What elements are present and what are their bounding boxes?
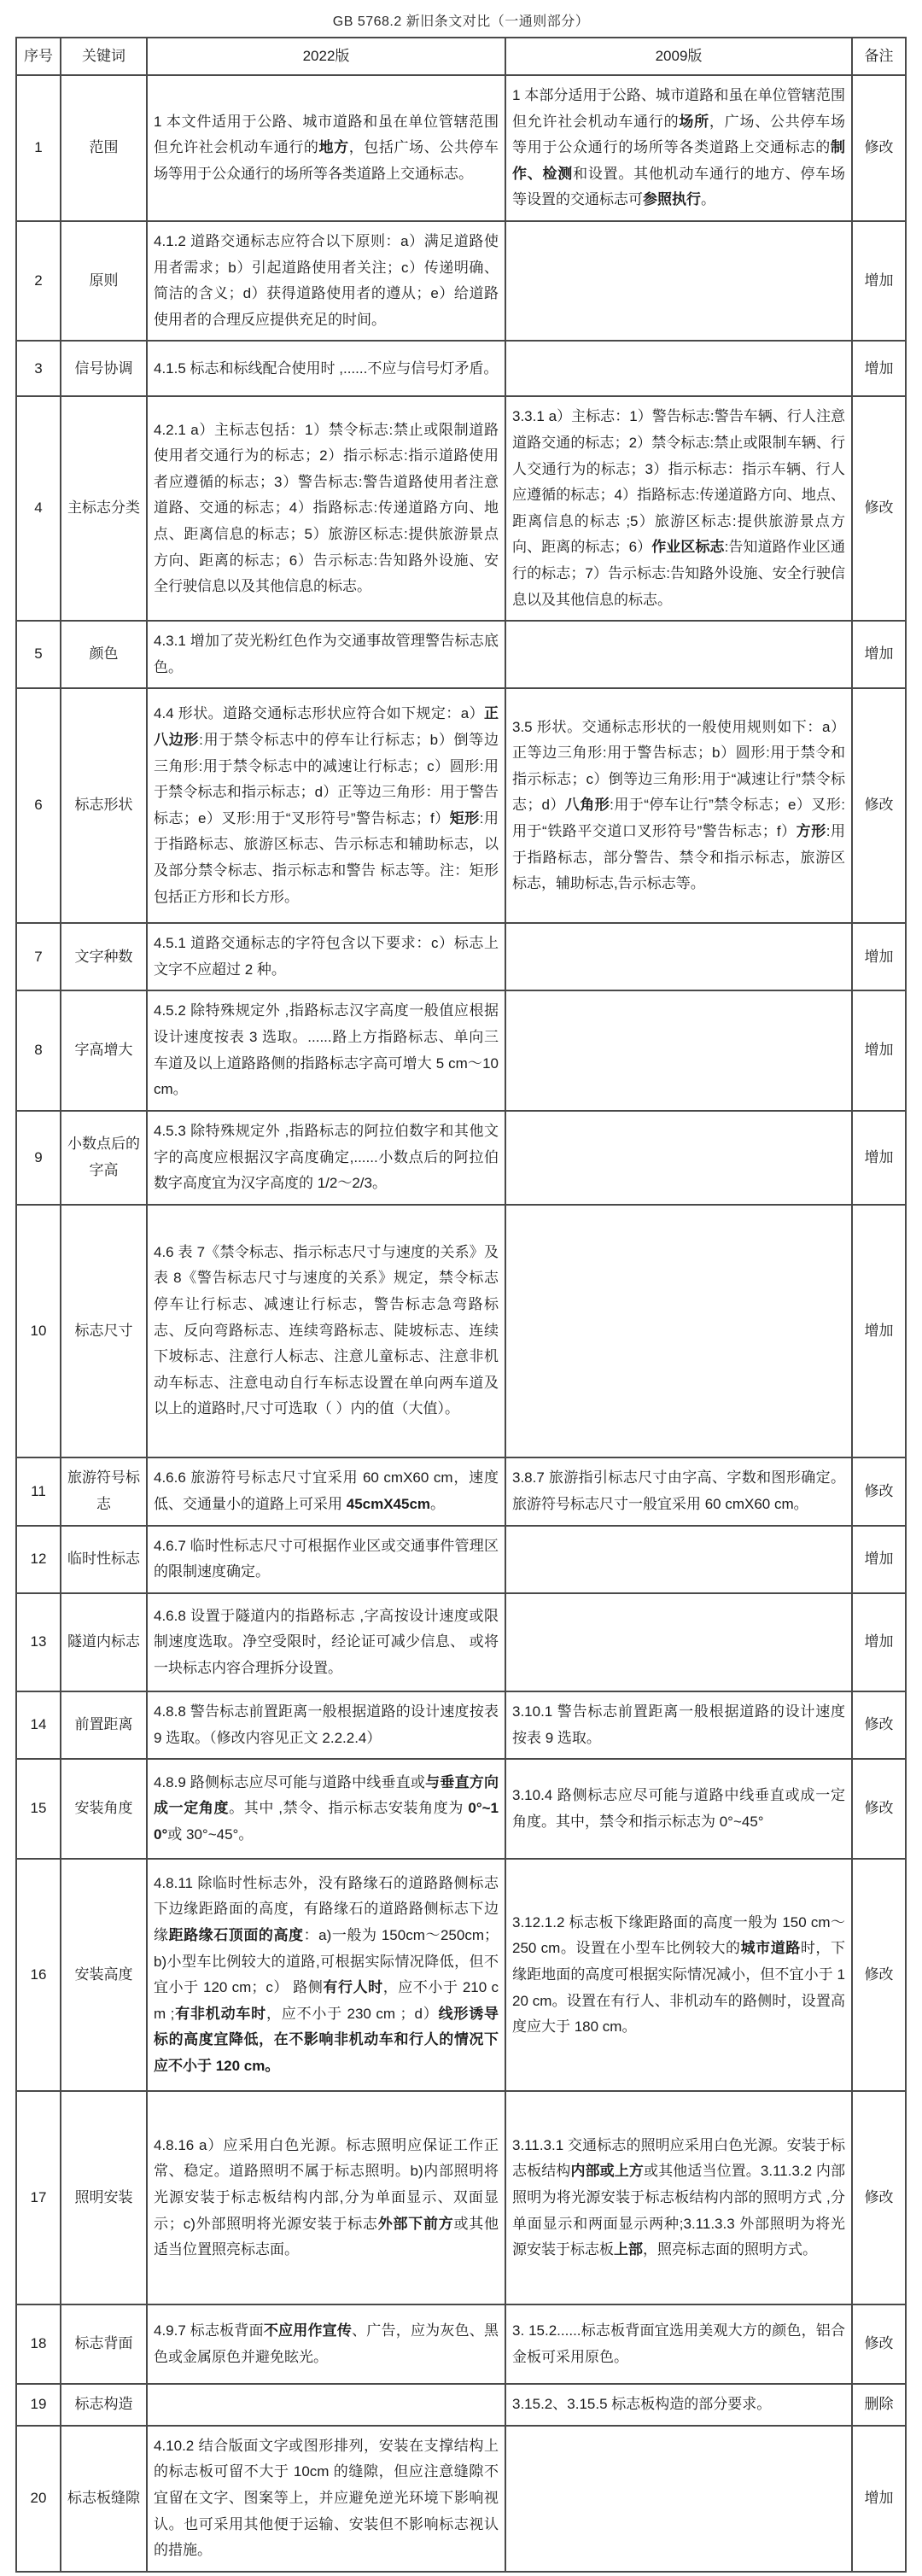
remark-cell: 修改 bbox=[852, 75, 906, 221]
table-row bbox=[16, 1205, 906, 1457]
clause-text: 4.4 形状。道路交通标志形状应符合如下规定：a） bbox=[154, 705, 484, 722]
clause-text: ，包括广场、公共停车场等用于公众通行的场所等各类道路上交通标志。 bbox=[154, 139, 499, 182]
clause-2009-cell bbox=[505, 1457, 852, 1526]
emphasized-text: 有行人时 bbox=[323, 1979, 383, 1996]
clause-2022-cell bbox=[147, 1691, 505, 1759]
clause-2022-cell bbox=[147, 2091, 505, 2304]
row-number-cell: 1 bbox=[16, 75, 61, 221]
clause-2022-cell bbox=[147, 2304, 505, 2384]
column-header-2022: 2022版 bbox=[147, 38, 505, 75]
clause-text: ，照亮标志面的照明方式。 bbox=[643, 2241, 817, 2258]
clause-2009-cell bbox=[505, 688, 852, 923]
clause-text: 。 bbox=[701, 191, 715, 208]
remark-cell: 修改 bbox=[852, 2304, 906, 2384]
table-row bbox=[16, 221, 906, 341]
clause-text: 。其中 ,禁令、指示标志安装角度为 bbox=[229, 1800, 469, 1817]
clause-2009-cell bbox=[505, 2304, 852, 2384]
clause-2009-cell bbox=[505, 221, 852, 341]
remark-cell: 修改 bbox=[852, 1457, 906, 1526]
table-row bbox=[16, 1111, 906, 1205]
remark-cell: 增加 bbox=[852, 923, 906, 990]
row-number-cell: 12 bbox=[16, 1526, 61, 1593]
clause-2009-cell bbox=[505, 1205, 852, 1457]
clause-text: 。 bbox=[430, 1495, 446, 1512]
remark-cell: 删除 bbox=[852, 2384, 906, 2426]
table-row bbox=[16, 621, 906, 688]
keyword-cell: 标志形状 bbox=[61, 688, 147, 923]
column-header-2009: 2009版 bbox=[505, 38, 852, 75]
clause-text: 4.1.2 道路交通标志应符合以下原则：a）满足道路使用者需求；b）引起道路使用者关注；c）传递明确、简洁的含义；d）获得道路使用者的遵从；e）给道路使用者的合理反应提供充足的时间。 bbox=[154, 232, 499, 328]
clause-text: :用于“停车让行”禁令标志；e）叉形:用于“铁路平交道口叉形符号”警告标志；f） bbox=[512, 797, 845, 840]
emphasized-text: 有非机动车时 bbox=[174, 2005, 266, 2022]
table-row bbox=[16, 1759, 906, 1859]
row-number-cell: 7 bbox=[16, 923, 61, 990]
table-row bbox=[16, 2384, 906, 2426]
clause-2022-cell bbox=[147, 396, 505, 621]
emphasized-text: 上部 bbox=[614, 2241, 643, 2258]
clause-2022-cell bbox=[147, 1759, 505, 1859]
clause-2009-cell bbox=[505, 1859, 852, 2091]
table-row bbox=[16, 341, 906, 396]
clause-text: 1 本文件适用于公路、城市道路和虽在单位管辖范围但允许社会机动车通行的 bbox=[154, 113, 499, 156]
emphasized-text: 地方 bbox=[318, 139, 349, 156]
emphasized-text: 参照执行 bbox=[643, 191, 701, 208]
emphasized-text: 0°~10° bbox=[154, 1800, 499, 1843]
column-header-keyword: 关键词 bbox=[61, 38, 147, 75]
row-number-cell: 5 bbox=[16, 621, 61, 688]
keyword-cell: 标志尺寸 bbox=[61, 1205, 147, 1457]
clause-2022-cell bbox=[147, 1457, 505, 1526]
keyword-cell: 安装高度 bbox=[61, 1859, 147, 2091]
clause-2022-cell bbox=[147, 2426, 505, 2572]
clause-text: :用于指路标志、旅游区标志、告示标志和辅助标志，以及部分禁令标志、指示标志和警告 标志等。注：矩形包括正方形和长方形。 bbox=[154, 809, 499, 905]
clause-text: 4.5.2 除特殊规定外 ,指路标志汉字高度一般值应根据设计速度按表 3 选取。......路上方指路标志、单向三车道及以上道路路侧的指路标志字高可增大 5 cm～10 cm。 bbox=[154, 1002, 499, 1098]
clause-2022-cell bbox=[147, 923, 505, 990]
table-row bbox=[16, 75, 906, 221]
clause-text: 4.8.16 a）应采用白色光源。标志照明应保证工作正常、稳定。道路照明不属于标志照明。b)内部照明将光源安装于标志板结构内部,分为单面显示、双面显示；c)外部照明将光源安装于标志 bbox=[154, 2136, 499, 2232]
remark-cell: 增加 bbox=[852, 1205, 906, 1457]
clause-text: 4.6 表 7《禁令标志、指示标志尺寸与速度的关系》及表 8《警告标志尺寸与速度的关系》规定，禁令标志停车让行标志、减速让行标志，警告标志急弯路标志、反向弯路标志、连续弯路标志、陡坡标志、连续下坡标志、注意行人标志、注意儿童标志、注意非机动车标志、注意电动自行车标志设置在单向两车道及以上的道路时,尺寸可选取（ ）内的值（大值）。 bbox=[154, 1243, 499, 1417]
keyword-cell: 信号协调 bbox=[61, 341, 147, 396]
emphasized-text: 正八边形 bbox=[154, 705, 499, 748]
remark-cell: 增加 bbox=[852, 2426, 906, 2572]
row-number-cell: 9 bbox=[16, 1111, 61, 1205]
clause-text: 4.8.9 路侧标志应尽可能与道路中线垂直或 bbox=[154, 1773, 426, 1790]
clause-2022-cell bbox=[147, 2384, 505, 2426]
clause-2009-cell bbox=[505, 1759, 852, 1859]
clause-2009-cell bbox=[505, 1111, 852, 1205]
remark-cell: 增加 bbox=[852, 621, 906, 688]
clause-text: :用于禁令标志中的停车让行标志；b）倒等边三角形:用于禁令标志中的减速让行标志；c）圆形:用于禁令标志和指示标志；d）正等边三角形：用于警告标志；e）叉形:用于“叉形符号”警告标志；f） bbox=[154, 732, 499, 827]
row-number-cell: 8 bbox=[16, 990, 61, 1110]
row-number-cell: 10 bbox=[16, 1205, 61, 1457]
emphasized-text: 场所 bbox=[679, 113, 709, 130]
clause-text: 4.8.8 警告标志前置距离一般根据道路的设计速度按表 9 选取。（修改内容见正文 2.2.2.4） bbox=[154, 1703, 499, 1746]
clause-text: 或 30°~45°。 bbox=[167, 1826, 254, 1843]
remark-cell: 修改 bbox=[852, 688, 906, 923]
clause-text: 或其他适当位置。3.11.3.2 内部照明为将光源安装于标志板结构内部的照明方式 ,分单面显示和两面显示两种;3.11.3.3 外部照明为将光源安装于标志板 bbox=[512, 2163, 846, 2258]
remark-cell: 修改 bbox=[852, 2091, 906, 2304]
clause-text: 4.2.1 a）主标志包括：1）禁令标志:禁止或限制道路使用者交通行为的标志；2）指示标志:指示道路使用者应遵循的标志；3）警告标志:警告道路使用者注意道路、交通的标志；4）指路标志:传递道路方向、地点、距离信息的标志；5）旅游区标志:提供旅游景点方向、距离的标志；6）告示标志:告知路外设施、安全行驶信息以及其他信息的标志。 bbox=[154, 421, 499, 595]
table-row bbox=[16, 1593, 906, 1691]
row-number-cell: 4 bbox=[16, 396, 61, 621]
keyword-cell: 字高增大 bbox=[61, 990, 147, 1110]
clause-2022-cell bbox=[147, 1526, 505, 1593]
table-row bbox=[16, 923, 906, 990]
remark-cell: 修改 bbox=[852, 1759, 906, 1859]
clause-text: 3.8.7 旅游指引标志尺寸由字高、字数和图形确定。旅游符号标志尺寸一般宜采用 60 cmX60 cm。 bbox=[512, 1469, 845, 1512]
comparison-table bbox=[15, 37, 907, 2573]
keyword-cell: 范围 bbox=[61, 75, 147, 221]
emphasized-text: 八角形 bbox=[564, 797, 610, 814]
header-row bbox=[16, 38, 906, 75]
clause-2009-cell bbox=[505, 2384, 852, 2426]
keyword-cell: 隧道内标志 bbox=[61, 1593, 147, 1691]
clause-text: 4.6.8 设置于隧道内的指路标志 ,字高按设计速度或限制速度选取。净空受限时，经论证可减少信息、 或将一块标志内容合理拆分设置。 bbox=[154, 1607, 499, 1676]
clause-text: 4.3.1 增加了荧光粉红色作为交通事故管理警告标志底色。 bbox=[154, 633, 499, 675]
clause-text: 3.5 形状。交通标志形状的一般使用规则如下：a）正等边三角形:用于警告标志；b）圆形:用于禁令和指示标志；c）倒等边三角形:用于“减速让行”禁令标志；d） bbox=[512, 718, 845, 814]
remark-cell: 修改 bbox=[852, 1859, 906, 2091]
table-row bbox=[16, 2304, 906, 2384]
keyword-cell: 前置距离 bbox=[61, 1691, 147, 1759]
clause-text: 4.6.6 旅游符号标志尺寸宜采用 60 cmX60 cm，速度低、交通量小的道路上可采用 bbox=[154, 1469, 499, 1512]
row-number-cell: 20 bbox=[16, 2426, 61, 2572]
table-body bbox=[16, 75, 906, 2572]
emphasized-text: 线形诱导标的高度宜降低，在不影响非机动车和行人的情况下应不小于 120 cm。 bbox=[154, 2005, 499, 2074]
row-number-cell: 11 bbox=[16, 1457, 61, 1526]
keyword-cell: 原则 bbox=[61, 221, 147, 341]
clause-text: ，广场、公共停车场等用于公众通行的场所等各类道路上交通标志的 bbox=[512, 113, 846, 156]
keyword-cell: 文字种数 bbox=[61, 923, 147, 990]
emphasized-text: 与垂直方向成一定角度 bbox=[154, 1773, 499, 1817]
clause-2009-cell bbox=[505, 396, 852, 621]
row-number-cell: 17 bbox=[16, 2091, 61, 2304]
table-row bbox=[16, 396, 906, 621]
keyword-cell: 标志板缝隙 bbox=[61, 2426, 147, 2572]
keyword-cell: 照明安装 bbox=[61, 2091, 147, 2304]
emphasized-text: 内部或上方 bbox=[570, 2163, 645, 2180]
clause-2022-cell bbox=[147, 1593, 505, 1691]
clause-text: ，应不小于 230 cm ；d） bbox=[266, 2005, 439, 2022]
emphasized-text: 矩形 bbox=[449, 809, 480, 827]
clause-2009-cell bbox=[505, 923, 852, 990]
clause-2009-cell bbox=[505, 990, 852, 1110]
clause-text: 4.6.7 临时性标志尺寸可根据作业区或交通事件管理区的限制速度确定。 bbox=[154, 1537, 499, 1580]
clause-text: 4.1.5 标志和标线配合使用时 ,......不应与信号灯矛盾。 bbox=[154, 359, 499, 377]
emphasized-text: 方形 bbox=[796, 823, 826, 840]
keyword-cell: 安装角度 bbox=[61, 1759, 147, 1859]
row-number-cell: 15 bbox=[16, 1759, 61, 1859]
clause-2022-cell bbox=[147, 688, 505, 923]
clause-text: 4.5.3 除特殊规定外 ,指路标志的阿拉伯数字和其他文字的高度应根据汉字高度确定,......小数点后的阿拉伯数字高度宜为汉字高度的 1/2～2/3。 bbox=[154, 1122, 499, 1192]
row-number-cell: 19 bbox=[16, 2384, 61, 2426]
clause-2022-cell bbox=[147, 221, 505, 341]
clause-text: ，应不小于 210 cm ; bbox=[154, 1979, 499, 2022]
clause-2022-cell bbox=[147, 1859, 505, 2091]
clause-2022-cell bbox=[147, 341, 505, 396]
table-row bbox=[16, 2426, 906, 2572]
clause-text: 3.10.1 警告标志前置距离一般根据道路的设计速度按表 9 选取。 bbox=[512, 1703, 845, 1746]
table-row bbox=[16, 688, 906, 923]
clause-text: 3.12.1.2 标志板下缘距路面的高度一般为 150 cm～250 cm。设置在小型车比例较大的 bbox=[512, 1913, 845, 1957]
emphasized-text: 45cmX45cm bbox=[346, 1495, 431, 1512]
emphasized-text: 作业区标志 bbox=[651, 539, 725, 556]
keyword-cell: 标志背面 bbox=[61, 2304, 147, 2384]
clause-text: 或其他适当位置照亮标志面。 bbox=[154, 2215, 499, 2258]
remark-cell: 增加 bbox=[852, 1526, 906, 1593]
row-number-cell: 13 bbox=[16, 1593, 61, 1691]
clause-text: 、广告，应为灰色、黑色或金属原色并避免眩光。 bbox=[154, 2322, 499, 2365]
clause-2009-cell bbox=[505, 2091, 852, 2304]
row-number-cell: 3 bbox=[16, 341, 61, 396]
clause-text: 3.3.1 a）主标志：1）警告标志:警告车辆、行人注意道路交通的标志；2）禁令标志:禁止或限制车辆、行人交通行为的标志；3）指示标志：指示车辆、行人应遵循的标志；4）指路标志:传递道路方向、地点、距离信息的标志 ;5）旅游区标志:提供旅游景点方向、距离的标志；6） bbox=[512, 408, 845, 556]
keyword-cell: 临时性标志 bbox=[61, 1526, 147, 1593]
clause-2009-cell bbox=[505, 2426, 852, 2572]
keyword-cell: 标志构造 bbox=[61, 2384, 147, 2426]
clause-2022-cell bbox=[147, 621, 505, 688]
table-row bbox=[16, 1691, 906, 1759]
clause-2009-cell bbox=[505, 75, 852, 221]
table-row bbox=[16, 990, 906, 1110]
clause-text: 时，下缘距地面的高度可根据实际情况减小，但不宜小于 120 cm。设置在有行人、非机动车的路侧时，设置高度应大于 180 cm。 bbox=[512, 1940, 845, 2036]
emphasized-text: 距路缘石顶面的高度 bbox=[168, 1927, 304, 1944]
table-row bbox=[16, 1859, 906, 2091]
clause-text: 4.10.2 结合版面文字或图形排列，安装在支撑结构上的标志板可留不大于 10cm 的缝隙，但应注意缝隙不宜留在文字、图案等上，并应避免逆光环境下影响视认。也可采用其他便于运输、安装但不影响标志视认的措施。 bbox=[154, 2437, 499, 2559]
clause-2009-cell bbox=[505, 341, 852, 396]
clause-2022-cell bbox=[147, 75, 505, 221]
emphasized-text: 制作、检测 bbox=[512, 139, 845, 182]
clause-text: :用于指路标志，部分警告、禁令和指示标志，旅游区标志，辅助标志,告示标志等。 bbox=[512, 823, 845, 892]
remark-cell: 增加 bbox=[852, 1593, 906, 1691]
clause-text: :告知道路作业区通行的标志；7）告示标志:告知路外设施、安全行驶信息以及其他信息的标志。 bbox=[512, 539, 846, 608]
clause-text: 4.9.7 标志板背面 bbox=[154, 2322, 264, 2339]
keyword-cell: 小数点后的字高 bbox=[61, 1111, 147, 1205]
emphasized-text: 不应用作宣传 bbox=[263, 2322, 353, 2339]
clause-2009-cell bbox=[505, 621, 852, 688]
remark-cell: 增加 bbox=[852, 990, 906, 1110]
remark-cell: 增加 bbox=[852, 341, 906, 396]
remark-cell: 增加 bbox=[852, 1111, 906, 1205]
clause-2022-cell bbox=[147, 1205, 505, 1457]
keyword-cell: 旅游符号标志 bbox=[61, 1457, 147, 1526]
clause-text: 1 本部分适用于公路、城市道路和虽在单位管辖范围但允许社会机动车通行的 bbox=[512, 87, 845, 130]
clause-text: 4.5.1 道路交通标志的字符包含以下要求：c）标志上文字不应超过 2 种。 bbox=[154, 935, 499, 978]
remark-cell: 修改 bbox=[852, 396, 906, 621]
table-row bbox=[16, 2091, 906, 2304]
emphasized-text: 外部下前方 bbox=[377, 2215, 454, 2232]
clause-text: 和设置。其他机动车通行的地方、停车场 等设置的交通标志可 bbox=[512, 165, 846, 208]
clause-text: ：a)一般为 150cm～250cm；b)小型车比例较大的道路,可根据实际情况降低，但不宜小于 120 cm；c） 路侧 bbox=[154, 1927, 499, 1996]
clause-2022-cell bbox=[147, 990, 505, 1110]
clause-text: 3. 15.2......标志板背面宜选用美观大方的颜色，铝合金板可采用原色。 bbox=[512, 2322, 845, 2365]
row-number-cell: 14 bbox=[16, 1691, 61, 1759]
page-title: GB 5768.2 新旧条文对比（一通则部分） bbox=[332, 15, 590, 29]
emphasized-text: 城市道路 bbox=[740, 1940, 801, 1957]
clause-text: 4.8.11 除临时性标志外，没有路缘石的道路路侧标志下边缘距路面的高度，有路缘石的道路路侧标志下边缘 bbox=[154, 1874, 499, 1944]
row-number-cell: 16 bbox=[16, 1859, 61, 2091]
remark-cell: 增加 bbox=[852, 221, 906, 341]
column-header-remark: 备注 bbox=[852, 38, 906, 75]
row-number-cell: 18 bbox=[16, 2304, 61, 2384]
row-number-cell: 2 bbox=[16, 221, 61, 341]
keyword-cell: 颜色 bbox=[61, 621, 147, 688]
clause-text: 3.10.4 路侧标志应尽可能与道路中线垂直或成一定角度。其中，禁令和指示标志为 0°~45° bbox=[512, 1787, 845, 1830]
clause-text: 3.11.3.1 交通标志的照明应采用白色光源。安装于标志板结构 bbox=[512, 2136, 845, 2180]
clause-2009-cell bbox=[505, 1593, 852, 1691]
clause-text: 3.15.2、3.15.5 标志板构造的部分要求。 bbox=[512, 2396, 772, 2413]
table-row bbox=[16, 1526, 906, 1593]
clause-2022-cell bbox=[147, 1111, 505, 1205]
table-row bbox=[16, 1457, 906, 1526]
clause-2009-cell bbox=[505, 1526, 852, 1593]
remark-cell: 修改 bbox=[852, 1691, 906, 1759]
clause-2009-cell bbox=[505, 1691, 852, 1759]
keyword-cell: 主标志分类 bbox=[61, 396, 147, 621]
column-header-no: 序号 bbox=[16, 38, 61, 75]
row-number-cell: 6 bbox=[16, 688, 61, 923]
